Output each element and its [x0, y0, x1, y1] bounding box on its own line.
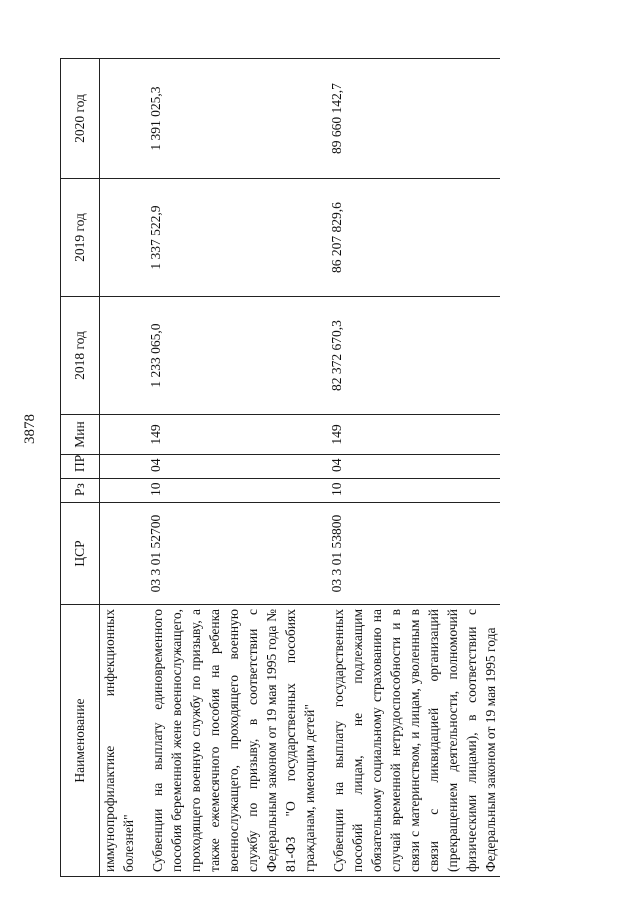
header-2019: 2019 год: [61, 179, 100, 297]
row-csr: 03 3 01 53800: [319, 503, 500, 605]
page-number: 3878: [22, 414, 38, 444]
row-pr: [100, 455, 139, 479]
table-header-row: [61, 59, 100, 877]
row-rz: 10: [138, 479, 319, 503]
table-row: [138, 59, 319, 877]
row-rz: 10: [319, 479, 500, 503]
header-2020: 2020 год: [61, 59, 100, 179]
row-pr: 04: [138, 455, 319, 479]
row-2018: 82 372 670,3: [319, 297, 500, 415]
header-name: Наименование: [61, 605, 100, 877]
row-min: 149: [138, 415, 319, 455]
row-name: Субвенции на выплату государственных пособий лицам, не подлежащим обязательному социальному страхованию на случай временной нетрудоспособности и в связи с материнством, и лицам, уволенным в связи с ликвидацией организаций (прекращением деятельности, полномочий физическими лицами), в соответствии с Федеральным законом от 19 мая 1995 года: [319, 605, 500, 877]
row-rz: [100, 479, 139, 503]
table-row: [319, 59, 500, 877]
row-csr: 03 3 01 52700: [138, 503, 319, 605]
header-rz: Рз: [61, 479, 100, 503]
header-2018: 2018 год: [61, 297, 100, 415]
table-row: [100, 59, 139, 877]
header-pr: ПР: [61, 455, 100, 479]
row-2019: [100, 179, 139, 297]
row-min: [100, 415, 139, 455]
row-pr: 04: [319, 455, 500, 479]
row-2019: 86 207 829,6: [319, 179, 500, 297]
row-2020: [100, 59, 139, 179]
row-2018: 1 233 065,0: [138, 297, 319, 415]
row-2020: 1 391 025,3: [138, 59, 319, 179]
row-name: Субвенции на выплату единовременного пособия беременной жене военнослужащего, проходящего военную службу по призыву, а также ежемесячного пособия на ребенка военнослужащего, проходящего военную службу по призыву, в соответствии с Федеральным законом от 19 мая 1995 года № 81-ФЗ "О государственных пособиях гражданам, имеющим детей": [138, 605, 319, 877]
header-min: Мин: [61, 415, 100, 455]
rotated-table-container: [60, 59, 592, 877]
row-name: иммунопрофилактике инфекционных болезней": [100, 605, 139, 877]
row-2019: 1 337 522,9: [138, 179, 319, 297]
row-min: 149: [319, 415, 500, 455]
row-2020: 89 660 142,7: [319, 59, 500, 179]
header-csr: ЦСР: [61, 503, 100, 605]
row-csr: [100, 503, 139, 605]
budget-table: [60, 58, 500, 877]
row-2018: [100, 297, 139, 415]
